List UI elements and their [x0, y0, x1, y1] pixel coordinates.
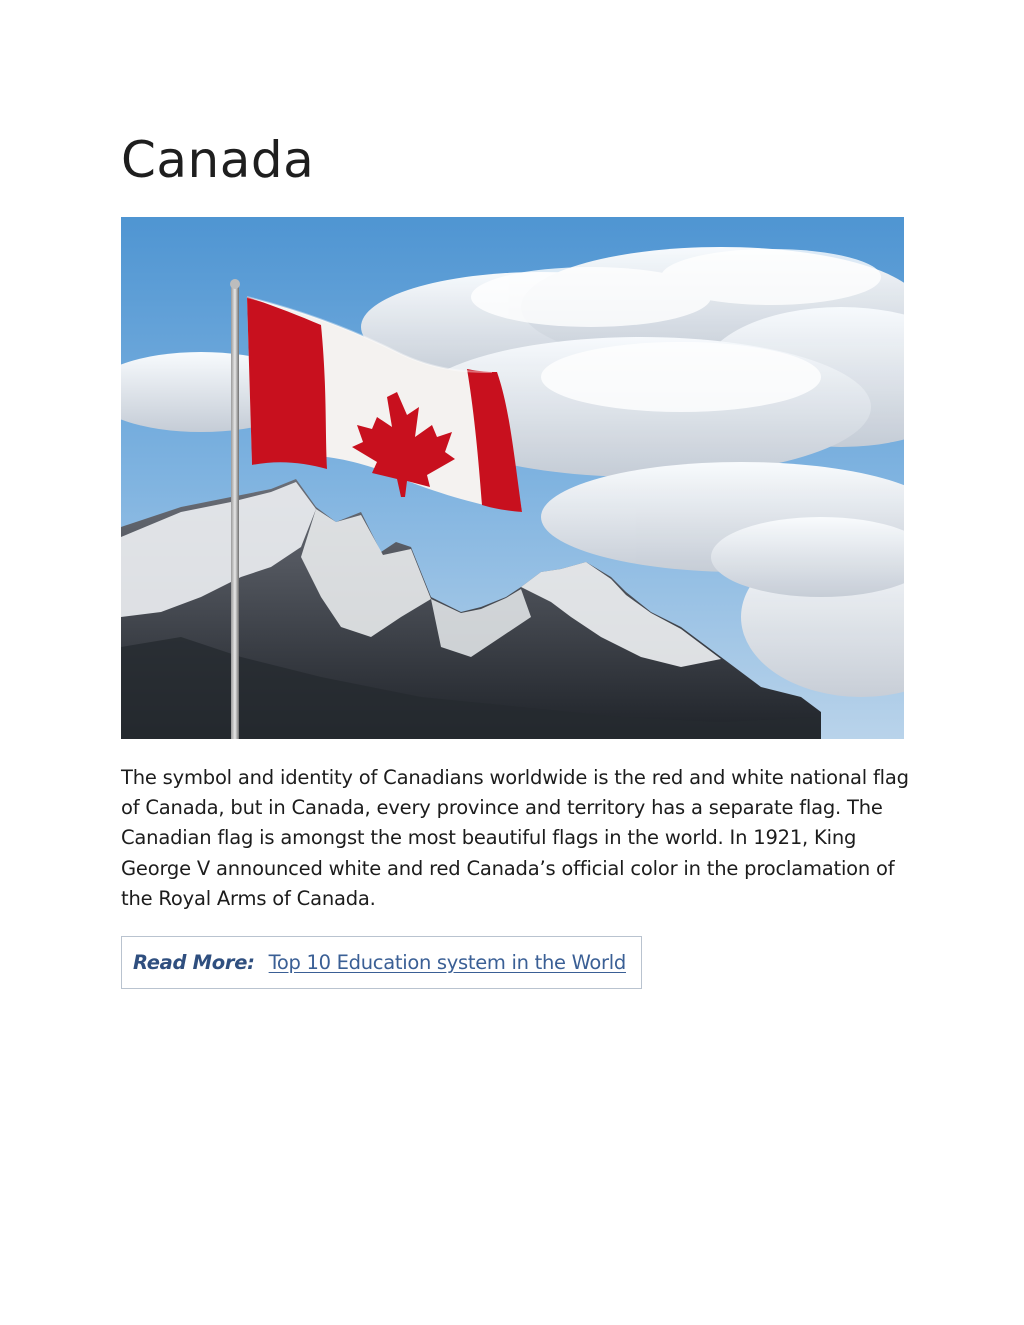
read-more-box: [121, 936, 642, 989]
page-title: Canada: [121, 131, 315, 189]
read-more-link[interactable]: Top 10 Education system in the World: [268, 951, 626, 974]
body-paragraph: The symbol and identity of Canadians worldwide is the red and white national flag of Canada, but in Canada, every province and territory has a separate flag. The Canadian flag is amongst the most beautiful flags in the world. In 1921, King George V announced white and red Canada’s official color in the proclamation of the Royal Arms of Canada.: [121, 766, 909, 910]
read-more-label: Read More:: [133, 951, 255, 974]
canada-flag-photo: [121, 217, 904, 739]
